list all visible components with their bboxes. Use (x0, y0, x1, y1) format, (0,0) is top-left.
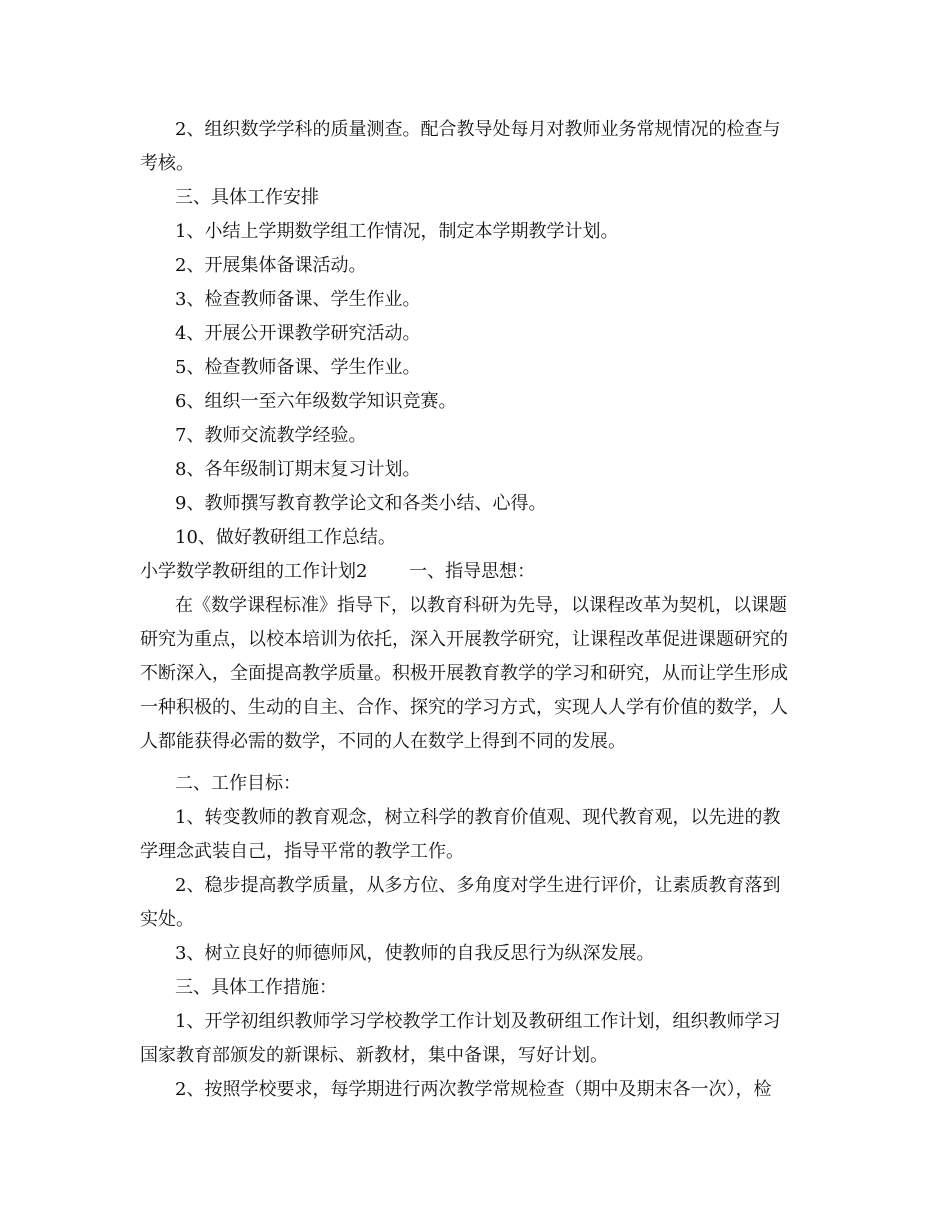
list-item: 5、检查教师备课、学生作业。 (175, 357, 421, 378)
paragraph-line: 2、稳步提高教学质量，从多方位、多角度对学生进行评价，让素质教育落到 (175, 875, 781, 896)
list-item: 10、做好教研组工作总结。 (175, 527, 396, 548)
list-item: 6、组织一至六年级数学知识竞赛。 (175, 391, 457, 412)
paragraph-line: 一种积极的、生动的自主、合作、探究的学习方式，实现人人学有价值的数学，人 (140, 697, 788, 718)
paragraph-line: 不断深入，全面提高教学质量。积极开展教育教学的学习和研究，从而让学生形成 (140, 663, 788, 684)
paragraph-line: 实处。 (140, 909, 194, 930)
list-item: 9、教师撰写教育教学论文和各类小结、心得。 (175, 493, 547, 514)
paragraph-line: 在《数学课程标准》指导下，以教育科研为先导，以课程改革为契机，以课题 (175, 595, 787, 616)
paragraph-line: 3、树立良好的师德师风，使教师的自我反思行为纵深发展。 (175, 943, 655, 964)
paragraph-line: 考核。 (140, 153, 194, 174)
paragraph-line: 人都能获得必需的数学，不同的人在数学上得到不同的发展。 (140, 731, 626, 752)
section-heading: 二、工作目标： (175, 773, 301, 794)
section-heading: 三、具体工作措施： (175, 977, 337, 998)
list-item: 8、各年级制订期末复习计划。 (175, 459, 421, 480)
paragraph-line: 研究为重点，以校本培训为依托，深入开展教学研究，让课程改革促进课题研究的 (140, 629, 788, 650)
list-item: 3、检查教师备课、学生作业。 (175, 289, 421, 310)
list-item: 7、教师交流教学经验。 (175, 425, 367, 446)
paragraph-line: 1、转变教师的教育观念，树立科学的教育价值观、现代教育观，以先进的教 (175, 807, 781, 828)
list-item: 4、开展公开课教学研究活动。 (175, 323, 421, 344)
paragraph-line: 学理念武装自己，指导平常的教学工作。 (140, 841, 464, 862)
paragraph-line: 2、组织数学学科的质量测查。配合教导处每月对教师业务常规情况的检查与 (175, 119, 781, 140)
list-item: 2、开展集体备课活动。 (175, 255, 367, 276)
paragraph-line: 国家教育部颁发的新课标、新教材，集中备课，写好计划。 (140, 1045, 608, 1066)
section-heading: 三、具体工作安排 (175, 187, 319, 208)
list-item: 1、小结上学期数学组工作情况，制定本学期教学计划。 (175, 221, 619, 242)
document-subtitle: 小学数学教研组的工作计划2 一、指导思想： (140, 561, 536, 582)
paragraph-line: 1、开学初组织教师学习学校教学工作计划及教研组工作计划，组织教师学习 (175, 1011, 781, 1032)
paragraph-line: 2、按照学校要求，每学期进行两次教学常规检查（期中及期末各一次），检 (175, 1079, 772, 1100)
